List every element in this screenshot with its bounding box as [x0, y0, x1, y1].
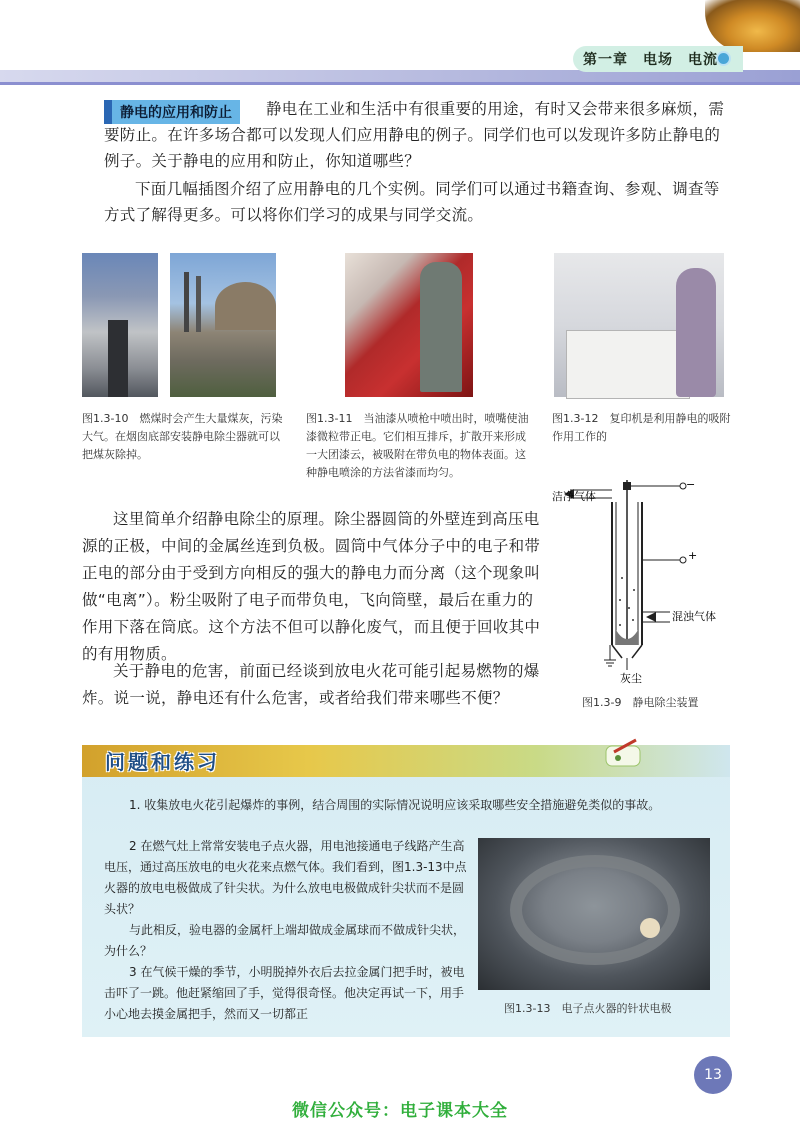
figure-caption-1-3-11: 图1.3-11 当油漆从喷枪中喷出时，喷嘴使油漆微粒带正电。它们相互排斥，扩散开来形成一大团漆云，被吸附在带负电的物体表面。这种静电喷涂的方法省漆而均匀。 — [306, 412, 529, 479]
exercises-title: 问题和练习 — [105, 750, 220, 774]
chimney-shape — [196, 276, 201, 332]
exercise-3: 3 在气候干燥的季节，小明脱掉外衣后去拉金属门把手时，被电击吓了一跳。他赶紧缩回了手，觉得很奇怪。他决定再试一下，用手小心地去摸金属把手，然而又一切都正 — [104, 965, 465, 1021]
examples-paragraph: 下面几幅插图介绍了应用静电的几个实例。同学们可以通过书籍查询、参观、调查等方式了解得更多。可以将你们学习的成果与同学交流。 — [104, 180, 720, 224]
figure-caption-1-3-10: 图1.3-10 燃煤时会产生大量煤灰，污染大气。在烟囱底部安装静电除尘器就可以把煤灰除掉。 — [82, 412, 283, 461]
clean-gas-label: 洁净气体 — [552, 490, 596, 503]
exercise-2-followup: 与此相反，验电器的金属杆上端却做成金属球而不做成针尖状，为什么？ — [104, 923, 466, 958]
dust-collector-diagram — [550, 480, 740, 710]
copier-machine-shape — [566, 330, 690, 399]
figure-caption-1-3-9: 图1.3-9 静电除尘装置 — [582, 696, 699, 709]
exercise-1: 1. 收集放电火花引起爆炸的事例，结合周围的实际情况说明应该采取哪些安全措施避免类似的事故。 — [129, 798, 661, 812]
chimney-shape — [184, 272, 189, 332]
intro-paragraph: 静电在工业和生活中有很重要的用途，有时又会带来很多麻烦，需要防止。在许多场合都可以发现人们应用静电的例子。同学们也可以发现许多防止静电的例子。关于静电的应用和防止，你知道哪些？ — [104, 100, 725, 170]
dirty-gas-label: 混浊气体 — [672, 610, 716, 623]
page-number: 13 — [694, 1056, 732, 1094]
igniter-electrode-shape — [640, 918, 660, 938]
figure-caption-1-3-12: 图1.3-12 复印机是利用静电的吸附作用工作的 — [552, 412, 731, 443]
exercise-2: 2 在燃气灶上常常安装电子点火器，用电池接通电子线路产生高电压，通过高压放电的电火花来点燃气体。我们看到，图1.3-13中点火器的放电电极做成了针尖状。为什么放电电极做成针尖状而不是圆头状？ — [104, 839, 467, 916]
notebook-pencil-icon — [604, 732, 644, 768]
positive-sign: + — [688, 549, 698, 562]
worker-figure — [420, 262, 462, 392]
ash-pile-shape — [215, 282, 276, 330]
section-heading: 静电的应用和防止 — [104, 100, 240, 124]
person-figure — [676, 268, 716, 397]
ash-label: 灰尘 — [620, 672, 642, 685]
figure-caption-1-3-13: 图1.3-13 电子点火器的针状电极 — [504, 1002, 672, 1015]
chapter-title: 第一章 电场 电流 — [573, 46, 743, 72]
negative-sign: − — [686, 480, 696, 491]
corner-decoration-photo — [705, 0, 800, 52]
header-line — [0, 82, 800, 85]
footer-watermark: 微信公众号：电子课本大全 — [292, 1101, 508, 1121]
hazard-paragraph: 关于静电的危害，前面已经谈到放电火花可能引起易燃物的爆炸。说一说，静电还有什么危害，或者给我们带来哪些不便？ — [82, 662, 540, 707]
chapter-dot-icon — [718, 53, 729, 64]
burner-ring-shape — [510, 855, 680, 965]
dust-removal-paragraph: 这里简单介绍静电除尘的原理。除尘器圆筒的外壁连到高压电源的正极，中间的金属丝连到负极。圆筒中气体分子中的电子和带正电的部分由于受到方向相反的强大的静电力而分离（这个现象叫做“电离”）。粉尘吸附了电子而带负电，飞向筒壁，最后在重力的作用下落在筒底。这个方法不但可以静化废气，而且便于回收其中的有用物质。 — [82, 510, 541, 663]
smokestack-shape — [108, 320, 128, 397]
